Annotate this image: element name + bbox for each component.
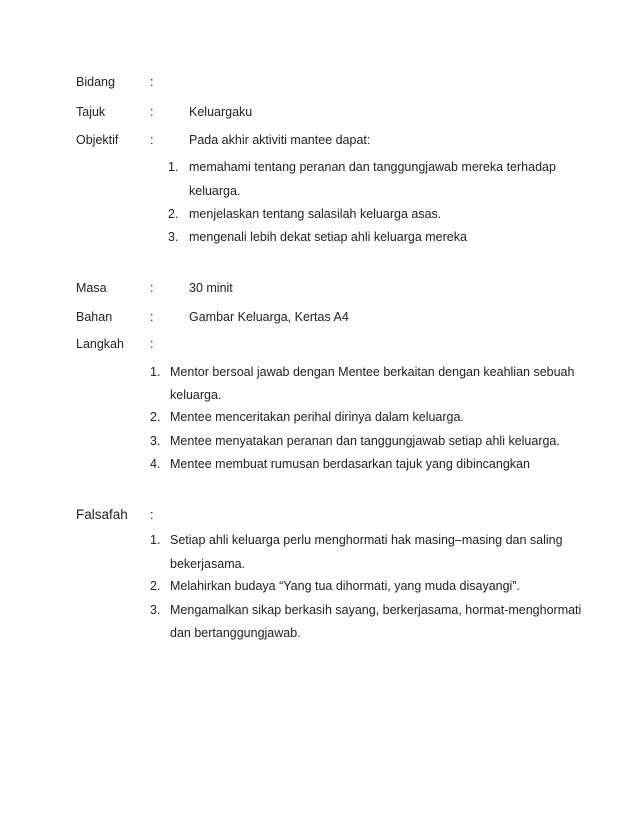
objektif-item-line: mengenali lebih dekat setiap ahli keluarga mereka [189,230,467,244]
objektif-colon: : [150,133,154,147]
langkah-item-number: 2. [150,410,161,424]
falsafah-label: Falsafah [76,507,128,522]
langkah-item-number: 3. [150,434,161,448]
bahan-value: Gambar Keluarga, Kertas A4 [189,310,349,324]
langkah-item-line: Mentee membuat rumusan berdasarkan tajuk yang dibincangkan [170,457,530,471]
falsafah-item-line: Melahirkan budaya “Yang tua dihormati, yang muda disayangi”. [170,579,520,593]
tajuk-label: Tajuk [76,105,106,119]
langkah-item-line: Mentor bersoal jawab dengan Mentee berkaitan dengan keahlian sebuah [170,365,575,379]
objektif-item-number: 1. [168,160,179,174]
objektif-item-number: 2. [168,207,179,221]
masa-value: 30 minit [189,281,233,295]
objektif-label: Objektif [76,133,119,147]
falsafah-item-number: 1. [150,533,161,547]
bahan-label: Bahan [76,310,113,324]
falsafah-item-line: Setiap ahli keluarga perlu menghormati hak masing–masing dan saling [170,533,563,547]
bidang-colon: : [150,75,154,89]
falsafah-item-number: 2. [150,579,161,593]
langkah-item-number: 1. [150,365,161,379]
langkah-item-line: keluarga. [170,388,222,402]
langkah-colon: : [150,337,154,351]
bahan-colon: : [150,310,154,324]
tajuk-value: Keluargaku [189,105,253,119]
objektif-item-line: menjelaskan tentang salasilah keluarga asas. [189,207,442,221]
objektif-item-line: memahami tentang peranan dan tanggungjawab mereka terhadap [189,160,556,174]
falsafah-item-line: bekerjasama. [170,557,246,571]
objektif-value: Pada akhir aktiviti mantee dapat: [189,133,371,147]
objektif-item-number: 3. [168,230,179,244]
langkah-item-line: Mentee menceritakan perihal dirinya dalam keluarga. [170,410,464,424]
falsafah-item-line: Mengamalkan sikap berkasih sayang, berkerjasama, hormat-menghormati [170,603,582,617]
tajuk-colon: : [150,105,154,119]
langkah-item-line: Mentee menyatakan peranan dan tanggungjawab setiap ahli keluarga. [170,434,560,448]
falsafah-item-line: dan bertanggungjawab. [170,626,301,640]
falsafah-colon: : [150,508,154,522]
masa-label: Masa [76,281,107,295]
langkah-item-number: 4. [150,457,161,471]
objektif-item-line: keluarga. [189,184,241,198]
falsafah-item-number: 3. [150,603,161,617]
masa-colon: : [150,281,154,295]
langkah-label: Langkah [76,337,124,351]
bidang-label: Bidang [76,75,115,89]
